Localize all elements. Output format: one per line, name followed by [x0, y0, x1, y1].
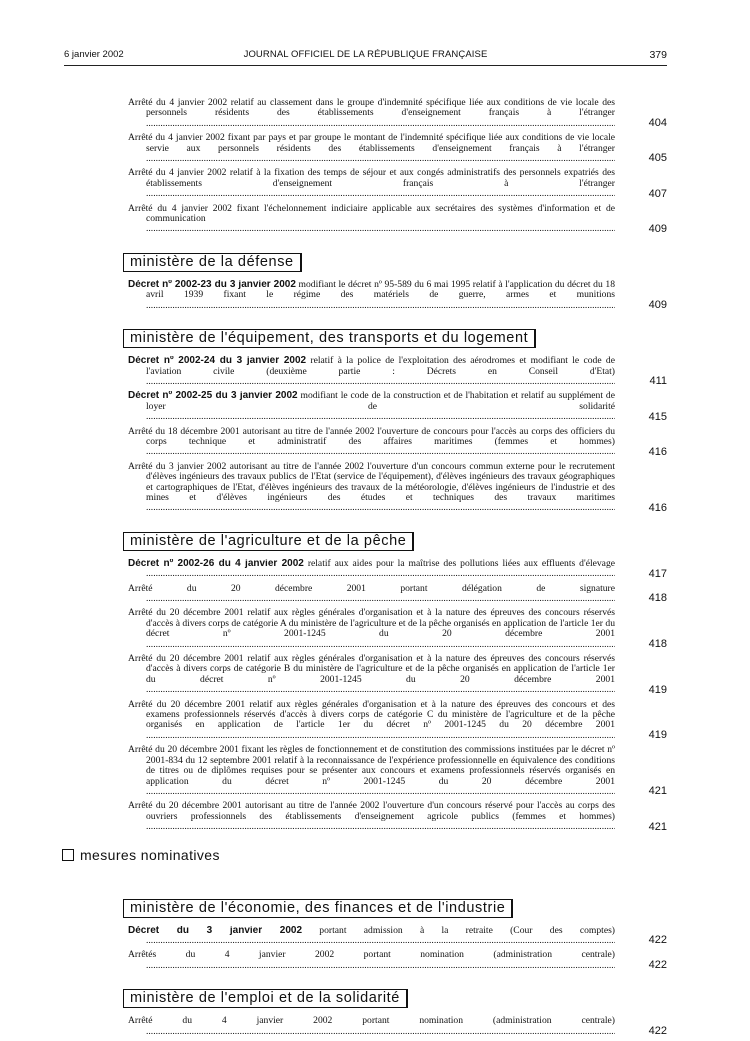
entry-decree-ref: Décret du 3 janvier 2002 [128, 925, 303, 936]
entry-page-number[interactable]: 416 [648, 501, 667, 514]
ministry-heading-ministere-de-la-defense: ministère de la défense [123, 253, 302, 272]
toc-entry[interactable] [128, 1016, 667, 1037]
entry-text [128, 462, 615, 514]
toc-entry[interactable] [128, 98, 667, 129]
entry-page-number[interactable]: 418 [648, 592, 667, 605]
entry-description: Arrêté du 4 janvier 2002 fixant l'échelonnement indiciaire applicable aux secrétaires des systèmes d'information et de communication [128, 203, 615, 225]
header-title: JOURNAL OFFICIEL DE LA RÉPUBLIQUE FRANÇAISE [243, 49, 488, 60]
toc-entry[interactable] [128, 559, 667, 580]
toc-entry[interactable] [128, 204, 667, 235]
toc-entry[interactable] [128, 950, 667, 971]
leader-dots [146, 118, 615, 129]
leader-dots [146, 593, 615, 604]
entry-decree-ref: Décret nº 2002-23 du 3 janvier 2002 [128, 279, 296, 290]
leader-dots [146, 153, 615, 164]
entry-page-number[interactable]: 422 [648, 1024, 667, 1037]
mesures-label: mesures nominatives [80, 846, 220, 863]
toc-entry[interactable] [128, 462, 667, 514]
entry-description: Arrêté du 3 janvier 2002 autorisant au titre de l'année 2002 l'ouverture d'un concours commun externe pour le recrutement d'élèves ingénieurs des travaux publics de l'Etat (service de l'équipement), d'élèves ingénieurs des travaux géographiques et cartographiques de l'Etat, d'élèves ingénieurs des travaux de la météorologie, d'élèves ingénieurs de l'industrie et des mines et d'élèves ingénieurs des études et techniques des travaux maritimes [128, 461, 615, 503]
toc-entry[interactable] [128, 608, 667, 650]
toc-entry[interactable] [128, 801, 667, 832]
leader-dots [146, 223, 615, 234]
entry-decree-ref: Décret nº 2002-25 du 3 janvier 2002 [128, 391, 298, 402]
table-of-contents [80, 98, 667, 1041]
entry-page-number[interactable]: 416 [648, 445, 667, 458]
leader-dots [146, 786, 615, 797]
entry-description: modifiant le décret nº 95-589 du 6 mai 1995 relatif à l'application du décret du 18 avril 1939 fixant le régime des matériels de guerre, armes et munitions [146, 279, 615, 301]
toc-entry[interactable] [128, 700, 667, 742]
entry-page-number[interactable]: 417 [648, 567, 667, 580]
leader-dots [146, 300, 615, 311]
entry-page-number[interactable]: 418 [648, 638, 667, 651]
entry-text [128, 427, 615, 458]
entry-text [128, 204, 615, 235]
entry-text [128, 98, 615, 129]
header-rule [64, 65, 667, 66]
entry-text [128, 133, 615, 164]
leader-dots [146, 568, 615, 579]
entry-description: Arrêté du 20 décembre 2001 relatif aux règles générales d'organisation et à la nature des épreuves des concours réservés d'accès à divers corps de catégorie B du ministère de l'agriculture et de la pêche organisés en application de l'article 1er du décret nº 2001-1245 du 20 décembre 2001 [128, 654, 615, 685]
entry-decree-ref: Décret nº 2002-24 du 3 janvier 2002 [128, 356, 307, 367]
ministry-heading-ministere-de-l-economie-des-finances-et-: ministère de l'économie, des finances et de l'industrie [123, 899, 513, 918]
leader-dots [146, 821, 615, 832]
header-date: 6 janvier 2002 [64, 49, 124, 60]
entry-page-number[interactable]: 405 [648, 152, 667, 165]
entry-page-number[interactable]: 419 [648, 683, 667, 696]
leader-dots [146, 1026, 615, 1037]
ministry-heading-ministere-de-l-emploi-et-de-la-solidarit: ministère de l'emploi et de la solidarité [123, 989, 408, 1008]
leader-dots [146, 639, 615, 650]
entry-text [128, 654, 615, 696]
entry-description: Arrêté du 4 janvier 2002 relatif à la fixation des temps de séjour et aux congés administratifs des personnels expatriés des établissements d'enseignement français à l'étranger [128, 168, 615, 189]
entry-text [128, 700, 615, 742]
entry-description: relatif aux aides pour la maîtrise des pollutions liées aux effluents d'élevage [303, 558, 615, 569]
toc-entry[interactable] [128, 133, 667, 164]
entry-text [128, 584, 615, 605]
entry-text [128, 608, 615, 650]
entry-page-number[interactable]: 409 [648, 222, 667, 235]
entry-text [128, 356, 615, 387]
entry-page-number[interactable]: 422 [648, 959, 667, 972]
entry-description: Arrêté du 20 décembre 2001 autorisant au titre de l'année 2002 l'ouverture d'un concours réservé pour l'accès au corps des ouvriers professionnels des établissements d'enseignement agricole publics (femmes et hommes) [128, 801, 615, 822]
entry-decree-ref: Décret nº 2002-26 du 4 janvier 2002 [128, 558, 304, 569]
entry-text [128, 280, 615, 311]
leader-dots [146, 730, 615, 741]
leader-dots [146, 411, 615, 422]
entry-text [128, 745, 615, 797]
entry-page-number[interactable]: 407 [648, 187, 667, 200]
header-page-number: 379 [649, 49, 667, 61]
toc-entry[interactable] [128, 926, 667, 947]
entry-page-number[interactable]: 404 [648, 117, 667, 130]
leader-dots [146, 935, 615, 946]
entry-description: relatif à la police de l'exploitation des aérodromes et modifiant le code de l'aviation civile (deuxième partie : Décrets en Conseil d'Etat) [146, 356, 615, 377]
entry-description: Arrêté du 4 janvier 2002 fixant par pays et par groupe le montant de l'indemnité spécifique liée aux conditions de vie locale servie aux personnels résidents des établissements d'enseignement français à l'étranger [128, 133, 615, 154]
toc-entry[interactable] [128, 168, 667, 199]
entry-page-number[interactable]: 411 [649, 375, 667, 388]
entry-page-number[interactable]: 415 [648, 410, 667, 423]
toc-entry[interactable] [128, 584, 667, 605]
leader-dots [146, 502, 615, 513]
ministry-heading-ministere-de-l-equipement-des-transports: ministère de l'équipement, des transports et du logement [123, 329, 536, 348]
entry-text [128, 926, 615, 947]
toc-entry[interactable] [128, 356, 667, 387]
entry-description: Arrêté du 20 décembre 2001 relatif aux règles générales d'organisation et à la nature des épreuves des concours réservés d'accès à divers corps de catégorie A du ministère de l'agriculture et de la pêche organisés en application de l'article 1er du décret nº 2001-1245 du 20 décembre 2001 [128, 608, 615, 640]
entry-description: portant admission à la retraite (Cour des comptes) [302, 925, 615, 936]
entry-description: Arrêté du 4 janvier 2002 relatif au classement dans le groupe d'indemnité spécifique liée aux conditions de vie locale des personnels résidents des établissements d'enseignement français à l'étranger [128, 98, 615, 119]
leader-dots [146, 684, 615, 695]
entry-page-number[interactable]: 409 [648, 299, 667, 312]
entry-text [128, 950, 615, 971]
entry-text [128, 801, 615, 832]
toc-entry[interactable] [128, 427, 667, 458]
entry-text [128, 168, 615, 199]
toc-entry[interactable] [128, 280, 667, 311]
mesures-nominatives-heading [62, 847, 667, 863]
entry-text [128, 391, 615, 422]
entry-description: Arrêté du 18 décembre 2001 autorisant au titre de l'année 2002 l'ouverture de concours pour l'accès au corps des officiers du corps technique et administratif des affaires maritimes (femmes et hommes) [128, 426, 615, 447]
entry-description: Arrêté du 20 décembre 2001 relatif aux règles générales d'organisation et à la nature des épreuves des concours et des examens professionnels réservés d'accès à divers corps de catégorie C du ministère de l'agriculture et de la pêche organisés en application de l'article 1er du décret nº 2001-1245 du 20 décembre 2001 [128, 699, 615, 731]
ministry-heading-ministere-de-l-agriculture-et-de-la-pech: ministère de l'agriculture et de la pêche [123, 532, 414, 551]
entry-description: Arrêté du 4 janvier 2002 portant nomination (administration centrale) [128, 1016, 615, 1027]
entry-description: modifiant le code de la construction et de l'habitation et relatif au supplément de loyer de solidarité [146, 391, 615, 412]
toc-entry[interactable] [128, 391, 667, 422]
toc-entry[interactable] [128, 654, 667, 696]
entry-description: Arrêté du 20 décembre 2001 fixant les règles de fonctionnement et de constitution des commissions instituées par le décret nº 2001-834 du 12 septembre 2001 relatif à la reconnaissance de l'expérience professionnelle en équivalence des conditions de titres ou de diplômes requises pour se présenter aux concours et examens professionnels réservés organisés en application du décret nº 2001-1245 du 20 décembre 2001 [128, 745, 615, 787]
entry-text [128, 559, 615, 580]
leader-dots [146, 188, 615, 199]
leader-dots [146, 446, 615, 457]
toc-entry[interactable] [128, 745, 667, 797]
entry-page-number[interactable]: 422 [648, 934, 667, 947]
entry-description: Arrêté du 20 décembre 2001 portant délégation de signature [128, 583, 615, 594]
entry-page-number[interactable]: 421 [648, 820, 667, 833]
entry-page-number[interactable]: 419 [648, 729, 667, 742]
page-header [64, 49, 667, 63]
entry-page-number[interactable]: 421 [648, 785, 667, 798]
entry-text [128, 1016, 615, 1037]
checkbox-square-icon [62, 849, 74, 861]
entry-description: Arrêtés du 4 janvier 2002 portant nomination (administration centrale) [128, 950, 615, 961]
leader-dots [146, 960, 615, 971]
leader-dots [146, 376, 615, 387]
